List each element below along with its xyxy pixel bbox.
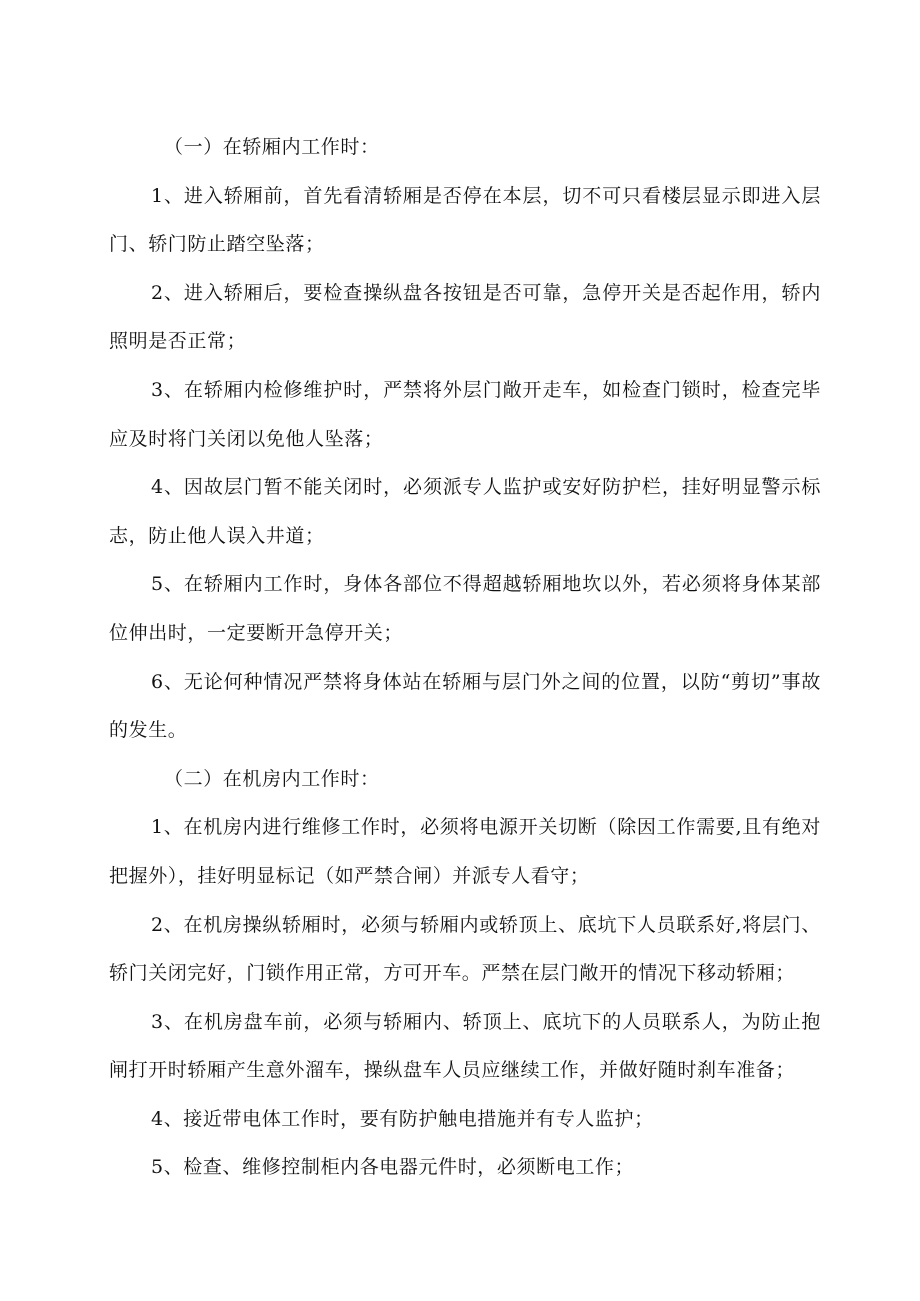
rule-machine-room-3: 3、在机房盘车前，必须与轿厢内、轿顶上、底坑下的人员联系人，为防止抱闸打开时轿厢产生意外溜车，操纵盘车人员应继续工作，并做好随时刹车准备；: [109, 1010, 821, 1082]
rule-car-6: 6、无论何种情况严禁将身体站在轿厢与层门外之间的位置，以防“剪切”事故的发生。: [109, 670, 821, 742]
rule-machine-room-1: 1、在机房内进行维修工作时，必须将电源开关切断（除因工作需要,且有绝对把握外），挂好明显标记（如严禁合闸）并派专人看守；: [109, 816, 821, 887]
document-body: [109, 123, 821, 1192]
rule-machine-room-2: 2、在机房操纵轿厢时，必须与轿厢内或轿顶上、底坑下人员联系好,将层门、轿门关闭完好，门锁作用正常，方可开车。严禁在层门敞开的情况下移动轿厢；: [109, 913, 821, 985]
rule-car-3: 3、在轿厢内检修维护时，严禁将外层门敞开走车，如检查门锁时，检查完毕应及时将门关闭以免他人坠落；: [109, 378, 821, 450]
rule-car-5: 5、在轿厢内工作时，身体各部位不得超越轿厢地坎以外，若必须将身体某部位伸出时，一定要断开急停开关；: [109, 573, 821, 644]
section-heading-car: （一）在轿厢内工作时：: [164, 136, 380, 158]
rule-car-2: 2、进入轿厢后，要检查操纵盘各按钮是否可靠，急停开关是否起作用，轿内照明是否正常；: [109, 281, 821, 353]
section-heading-machine-room: （二）在机房内工作时：: [164, 767, 380, 790]
rule-car-4: 4、因故层门暂不能关闭时，必须派专人监护或安好防护栏，挂好明显警示标志，防止他人误入井道；: [109, 476, 821, 547]
rule-machine-room-4: 4、接近带电体工作时，要有防护触电措施并有专人监护；: [151, 1107, 654, 1130]
rule-car-1: 1、进入轿厢前，首先看清轿厢是否停在本层，切不可只看楼层显示即进入层门、轿门防止踏空坠落；: [109, 184, 821, 256]
rule-machine-room-5: 5、检查、维修控制柜内各电器元件时，必须断电工作；: [151, 1156, 635, 1179]
